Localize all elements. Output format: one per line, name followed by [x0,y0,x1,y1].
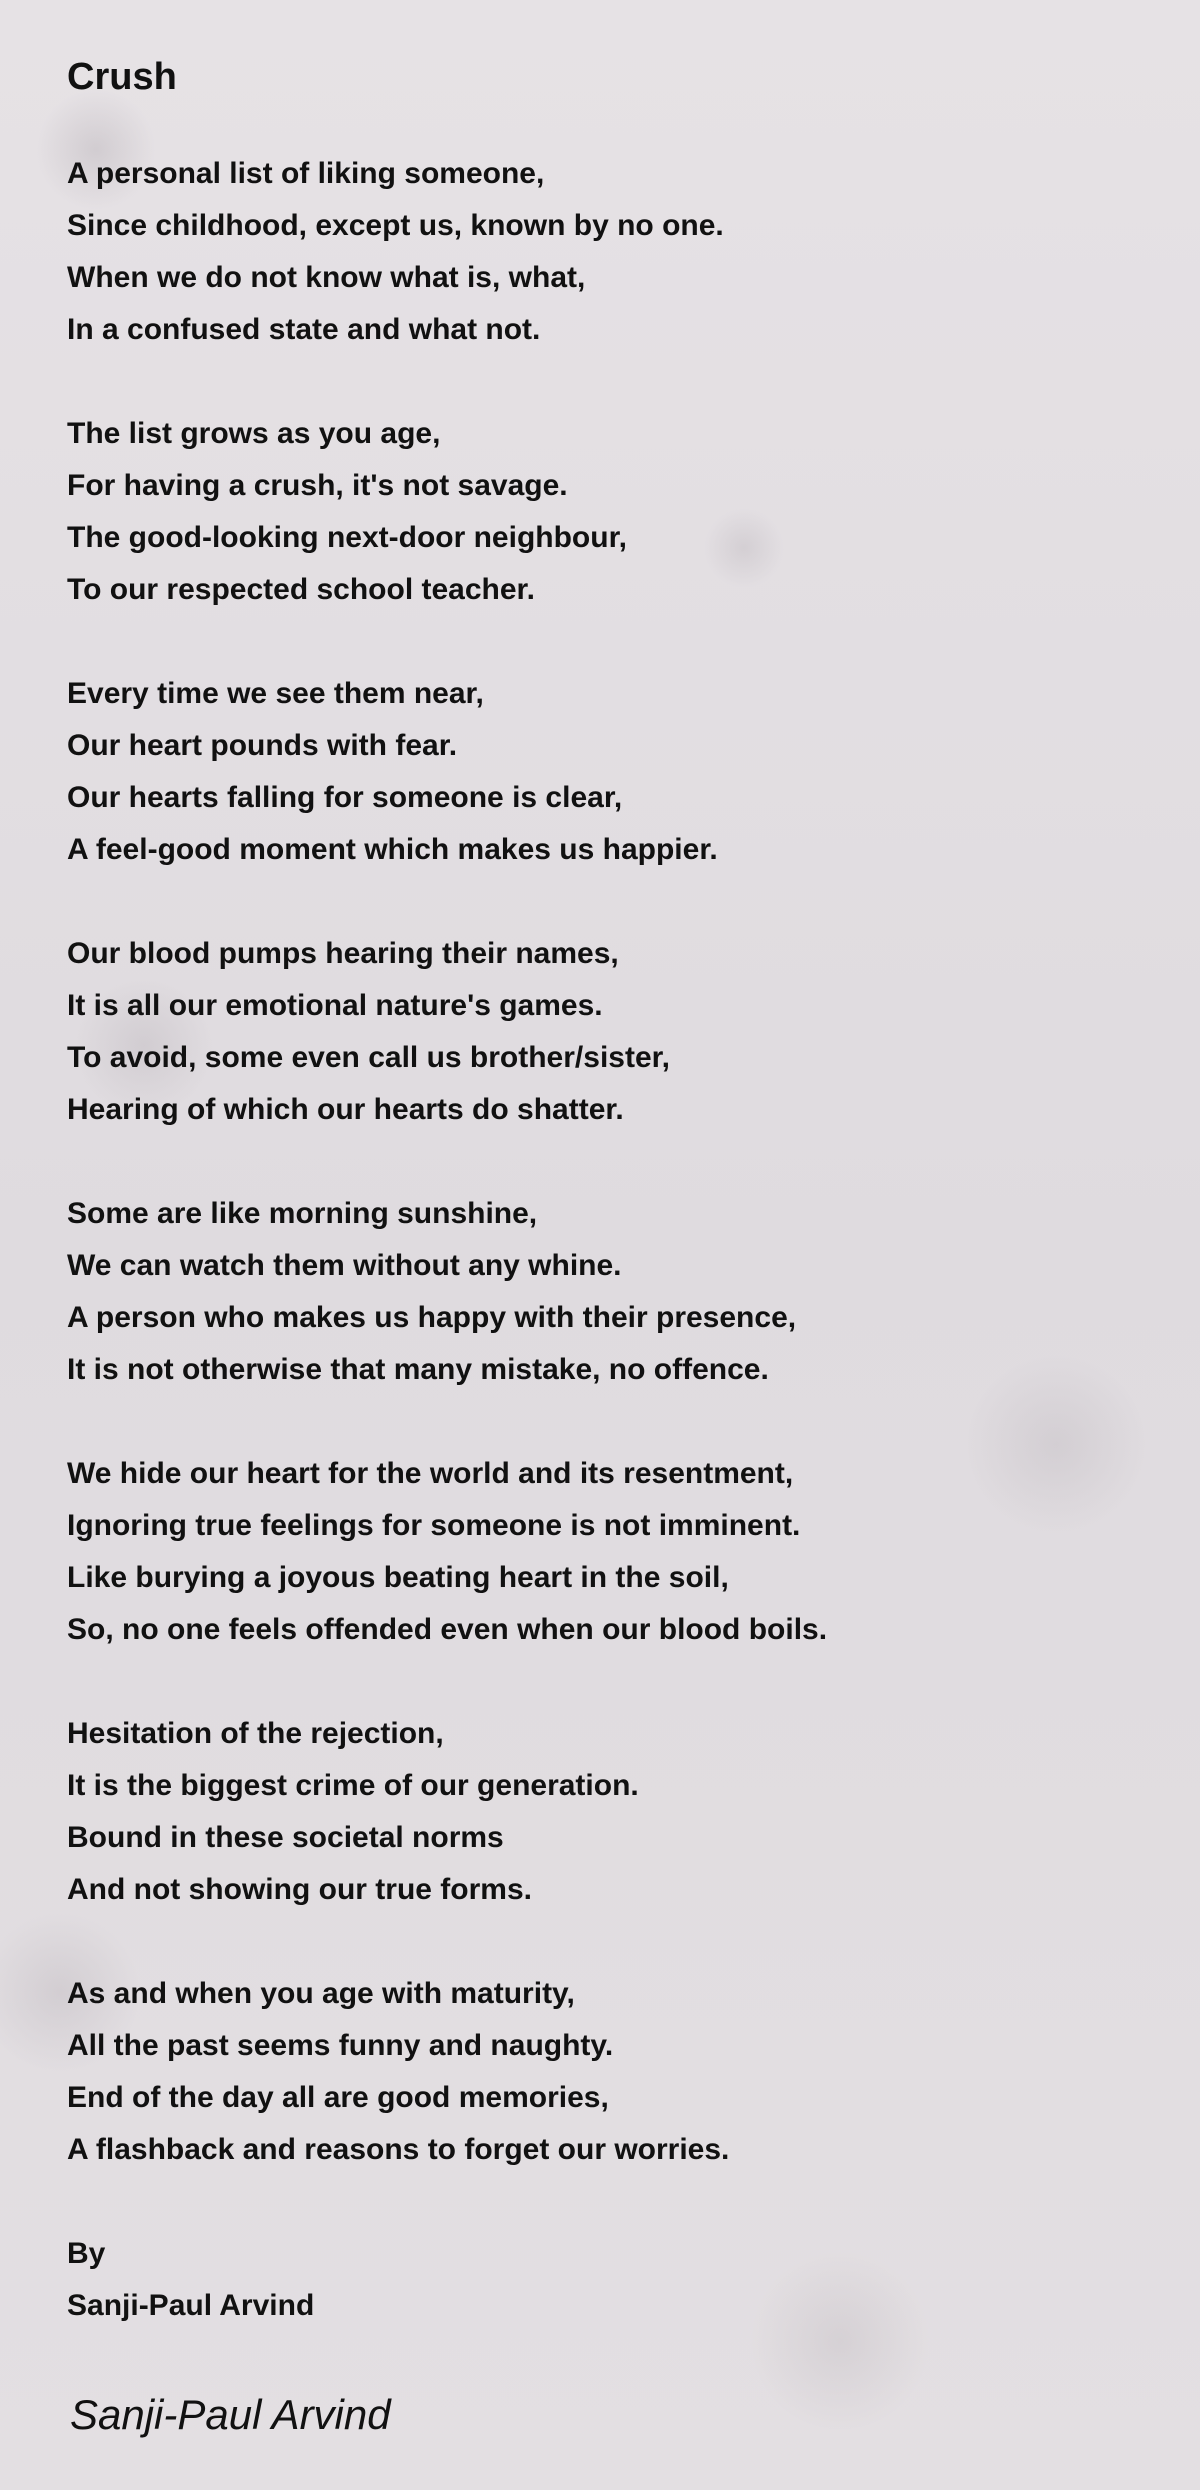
poem-line: Hesitation of the rejection, [67,1717,444,1750]
stanza-1 [67,148,1147,356]
poem-line: As and when you age with maturity, [67,1977,575,2010]
poem-line: So, no one feels offended even when our blood boils. [67,1613,828,1646]
poem-title: Crush [67,56,177,98]
author-name: Sanji-Paul Arvind [67,2289,315,2322]
poem-line: For having a crush, it's not savage. [67,469,568,502]
poem-line: We can watch them without any whine. [67,1249,622,1282]
poem-line: And not showing our true forms. [67,1873,532,1906]
stanza-2 [67,408,1147,616]
by-label: By [67,2237,106,2270]
poem-line: To our respected school teacher. [67,573,535,606]
poem-line: Every time we see them near, [67,677,484,710]
poem-line: Like burying a joyous beating heart in the soil, [67,1561,729,1594]
stanza-4 [67,928,1147,1136]
poem-line: When we do not know what is, what, [67,261,586,294]
stanza-5 [67,1188,1147,1396]
poem-line: A person who makes us happy with their presence, [67,1301,797,1334]
poem-line: A flashback and reasons to forget our worries. [67,2133,730,2166]
stanza-6 [67,1448,1147,1656]
poem-line: To avoid, some even call us brother/sister, [67,1041,670,1074]
poem-line: The list grows as you age, [67,417,441,450]
poem-line: A personal list of liking someone, [67,157,545,190]
poem-line: Hearing of which our hearts do shatter. [67,1093,624,1126]
poem-line: In a confused state and what not. [67,313,541,346]
stanza-8 [67,1968,1147,2176]
poem-line: We hide our heart for the world and its resentment, [67,1457,794,1490]
poem-line: A feel-good moment which makes us happier. [67,833,718,866]
poem-line: Our hearts falling for someone is clear, [67,781,623,814]
poem-line: Some are like morning sunshine, [67,1197,538,1230]
poem-line: Our heart pounds with fear. [67,729,458,762]
stanza-3 [67,668,1147,876]
poem-line: It is all our emotional nature's games. [67,989,603,1022]
poem-line: Ignoring true feelings for someone is not imminent. [67,1509,801,1542]
poem-line: It is not otherwise that many mistake, no offence. [67,1353,769,1386]
byline [67,2228,1147,2332]
poem-line: The good-looking next-door neighbour, [67,521,627,554]
author-signature: Sanji-Paul Arvind [70,2391,391,2438]
poem-page [67,48,1147,2332]
poem-line: It is the biggest crime of our generation. [67,1769,639,1802]
poem-line: Since childhood, except us, known by no one. [67,209,724,242]
poem-line: End of the day all are good memories, [67,2081,609,2114]
poem-line: Bound in these societal norms [67,1821,504,1854]
poem-line: All the past seems funny and naughty. [67,2029,614,2062]
poem-line: Our blood pumps hearing their names, [67,937,619,970]
stanza-7 [67,1708,1147,1916]
